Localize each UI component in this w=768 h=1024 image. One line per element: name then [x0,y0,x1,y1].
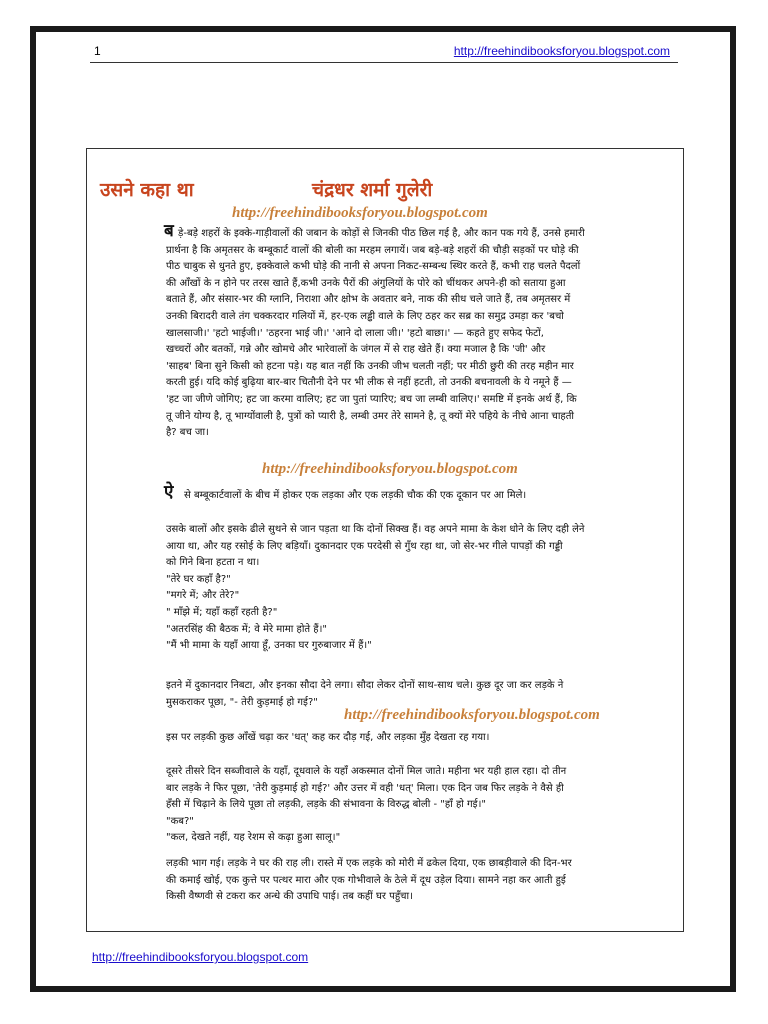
footer-site-link[interactable]: http://freehindibooksforyou.blogspot.com [92,950,309,964]
paragraph-3 [166,522,672,655]
paragraph-7-line-2: किसी वैष्णवी से टकरा कर अन्धे की उपाधि पाई। तब कहीं घर पहुँचा। [166,891,413,903]
paragraph-1-line-9: करती हुई। यदि कोई बुढ़िया बार-बार चितौनी देने पर भी लीक से नहीं हटती, तो उनकी बचनावली के ये नमूने हैं — [166,377,572,389]
paragraph-3-line-1: आया था, और यह रसोई के लिए बड़ियाँ। दुकानदार एक परदेसी से गुँथ रहा था, जो सेर-भर गीले पापड़ों की गड्डी [166,540,563,552]
paragraph-1-line-6: खालसाजी।' 'हटो भाईजी।' 'ठहरना भाई जी।' 'आने दो लाला जी।' 'हटो बाछा।' — कहते हुए सफेद फेटों, [166,327,544,339]
paragraph-3-line-7: "मैं भी मामा के यहाँ आया हूँ, उनका घर गुरुबाजार में हैं।" [166,640,372,652]
paragraph-3-line-6: "अतरसिंह की बैठक में; वे मेरे मामा होते हैं।" [166,623,328,635]
watermark-1: http://freehindibooksforyou.blogspot.com [232,205,488,221]
paragraph-4-line-0: इतने में दुकानदार निबटा, और इनका सौदा देने लगा। सौदा लेकर दोनों साथ-साथ चले। कुछ दूर जा कर लड़के ने [166,680,564,691]
watermark-3: http://freehindibooksforyou.blogspot.com [344,707,600,723]
paragraph-3-line-3: "तेरे घर कहाँ है?" [166,573,231,585]
paragraph-7-line-0: लड़की भाग गई। लड़के ने घर की राह ली। रास्ते में एक लड़के को मोरी में ढकेल दिया, एक छाबड़ीवाले की दिन-भर [166,858,572,869]
paragraph-1-line-12: है? बच जा। [166,427,209,439]
dropcap-1: ब [164,221,174,241]
paragraph-1 [164,221,672,442]
paragraph-1-line-2: पीठ चाबुक से धुनते हुए, इक्केवाले कभी घोड़े की नानी से अपना निकट-सम्बन्ध स्थिर करते हैं, कभी राह चलते पैदलों [166,261,581,273]
story-author: चंद्रधर शर्मा गुलेरी [312,179,433,201]
paragraph-6-line-4: "कल, देखते नहीं, यह रेशम से कढ़ा हुआ सालू।" [166,832,341,844]
paragraph-3-line-0: उसके बालों और इसके ढीले सुथने से जान पड़ता था कि दोनों सिक्ख हैं। वह अपने मामा के केश धोने के लिए दही लेने [166,524,585,535]
paragraph-4-line-1: मुसकराकर पूछा, "- तेरी कुड़माई हो गई?" [166,696,318,708]
paragraph-1-line-3: की आँखों के न होने पर तरस खाते हैं,कभी उनके पैरों की अंगुलियों के पोरे को चींथकर अपने-ही को सताया हुआ [166,277,566,289]
paragraph-3-line-2: को गिने बिना हटता न था। [166,557,260,569]
paragraph-2 [164,482,672,505]
story-title: उसने कहा था [100,179,194,201]
paragraph-3-line-4: "मगरे में; और तेरे?" [166,590,240,602]
dropcap-2: ऐ [164,482,174,502]
paragraph-6-line-0: दूसरे तीसरे दिन सब्जीवाले के यहाँ, दूधवाले के यहाँ अकस्मात दोनों मिल जाते। महीना भर यही हाल रहा। दो तीन [166,766,567,777]
paragraph-1-line-1: प्रार्थना है कि अमृतसर के बम्बूकार्ट वालों की बोली का मरहम लगायें। जब बड़े-बड़े शहरों की चौड़ी सड़कों पर घोड़े की [166,244,579,256]
paragraph-1-line-11: तू जीने योग्य है, तू भाग्योंवाली है, पुत्रों को प्यारी है, लम्बी उमर तेरे सामने है, तू क्यों मेरे पहिये के नीचे आना चाहती [166,410,575,422]
paragraph-6 [166,764,672,847]
paragraph-2-line-0: से बम्बूकार्टवालों के बीच में होकर एक लड़का और एक लड़की चौक की एक दूकान पर आ मिले। [184,490,527,501]
header-divider [90,62,678,63]
paragraph-1-line-5: उनकी बिरादरी वाले तंग चक्करदार गलियों में, हर-एक लड्ढी वाले के लिए ठहर कर सब्र का समुद्र उमड़ा कर 'बचो [166,310,564,322]
paragraph-1-line-4: बताते हैं, और संसार-भर की ग्लानि, निराशा और क्षोभ के अवतार बने, नाक की सीध चले जाते हैं, तब अमृतसर में [166,294,571,306]
paragraph-5 [166,730,672,747]
paragraph-7-line-1: की कमाई खोई, एक कुत्ते पर पत्थर मारा और एक गोभीवाले के ठेले में दूध उड़ेल दिया। सामने नहा कर आती हुई [166,874,566,886]
paragraph-1-line-7: खच्चरों और बतकों, गन्ने और खोमचे और भारेवालों के जंगल में से राह खेते हैं। क्या मजाल है कि 'जी' और [166,344,546,356]
paragraph-7 [166,856,672,906]
header-site-link[interactable]: http://freehindibooksforyou.blogspot.com [453,44,670,58]
paragraph-1-line-0: ड़े-बड़े शहरों के इक्के-गाड़ीवालों की जबान के कोड़ों से जिनकी पीठ छिल गई है, और कान पक गये हैं, उनसे हमारी [178,228,585,239]
paragraph-1-line-10: 'हट जा जीणे जोगिए; हट जा करमा वालिए; हट जा पुतां प्यारिए; बच जा लम्बी वालिए।' समष्टि में इनके अर्थ हैं, कि [166,393,577,405]
page-number: 1 [94,44,101,58]
paragraph-6-line-1: बार लड़के ने फिर पूछा, 'तेरी कुड़माई हो गई?' और उत्तर में वही 'धत्' मिला। एक दिन जब फिर लड़के ने वैसे ही [166,782,564,794]
paragraph-3-line-5: " माँझे में; यहाँ कहाँ रहती है?" [166,606,278,618]
paragraph-5-line-0: इस पर लड़की कुछ आँखें चढ़ा कर 'धत्' कह कर दौड़ गई, और लड़का मुँह देखता रह गया। [166,732,490,743]
paragraph-6-line-2: हँसी में चिढ़ाने के लिये पूछा तो लड़की, लड़के की संभावना के विरुद्ध बोली - "हाँ हो गई।" [166,799,486,811]
paragraph-6-line-3: "कब?" [166,815,194,827]
paragraph-1-line-8: 'साहब' बिना सुने किसी को हटना पड़े। यह बात नहीं कि उनकी जीभ चलती नहीं; पर मीठी छुरी की तरह महीन मार [166,360,574,372]
watermark-2: http://freehindibooksforyou.blogspot.com [262,461,518,477]
